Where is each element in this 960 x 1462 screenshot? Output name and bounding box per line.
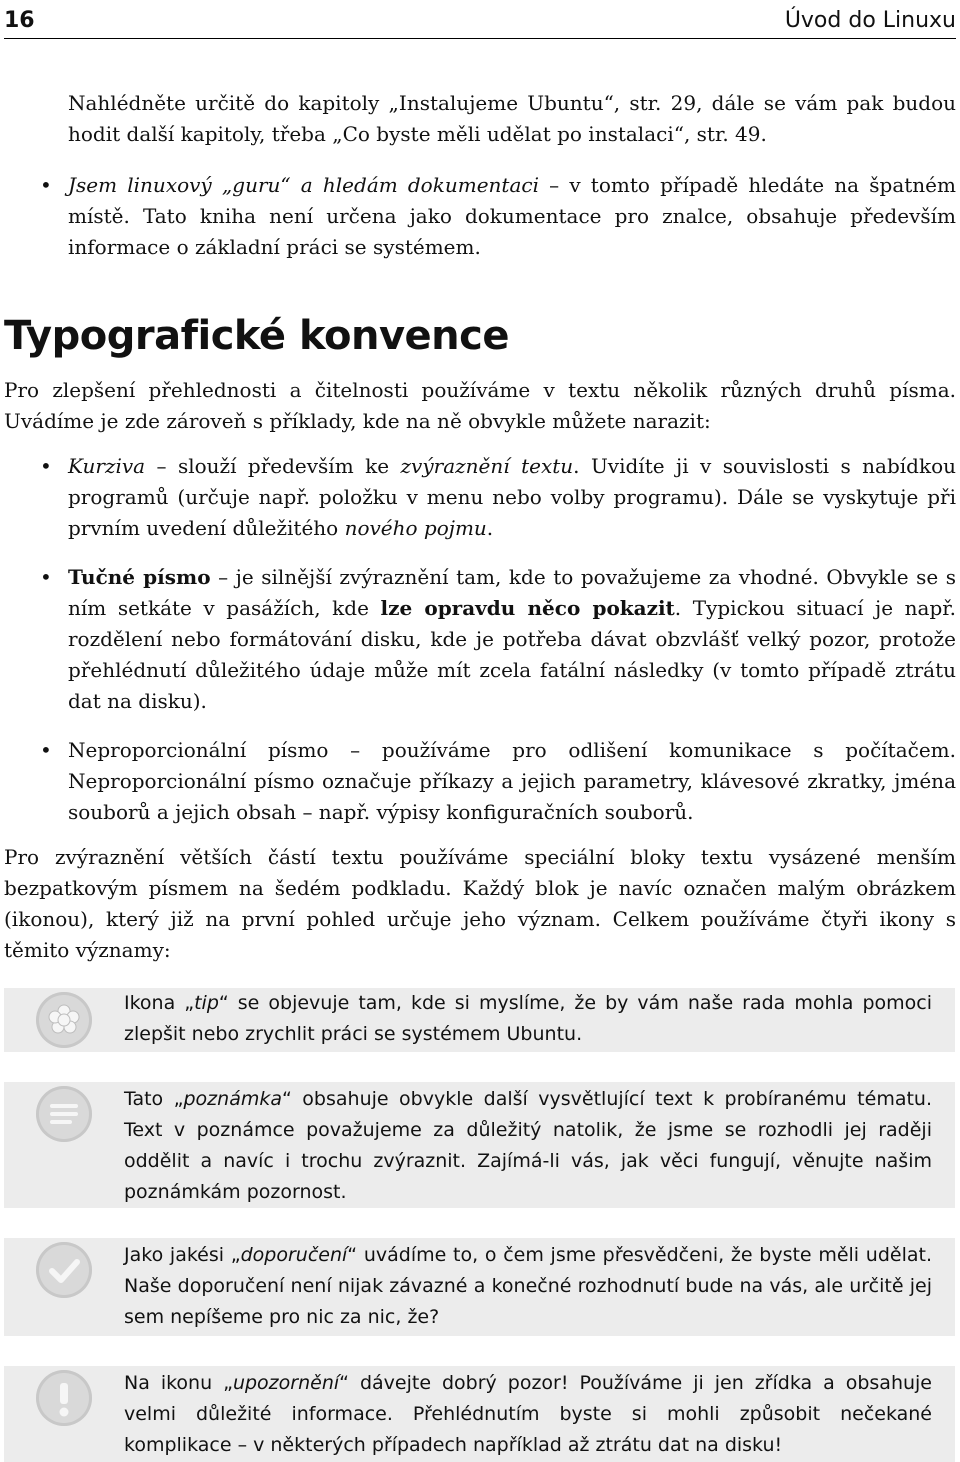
page-header <box>4 6 956 39</box>
running-title: Úvod do Linuxu <box>784 8 956 33</box>
bullet-dot: • <box>40 738 52 762</box>
note-box <box>4 1082 955 1208</box>
recommend-text: Jako jakési „doporučení“ uvádíme to, o čem jsme přesvědčeni, že byste měli udělat. Naše doporučení není nijak závazné a konečné rozhodnutí bude na vás, ale určitě jej sem nepíšeme pro nic za nic, že? <box>124 1244 932 1328</box>
checkmark-icon <box>36 1242 92 1298</box>
section-intro-paragraph: Pro zlepšení přehlednosti a čitelnosti používáme v textu několik různých druhů písma. Uvádíme je zde zároveň s příklady, kde na ně obvykle můžete narazit: <box>4 378 956 433</box>
bullet-dot: • <box>40 565 52 589</box>
tip-icon <box>36 992 92 1048</box>
intro-paragraph: Nahlédněte určitě do kapitoly „Instalujeme Ubuntu“, str. 29, dále se vám pak budou hodit další kapitoly, třeba „Co byste měli udělat po instalaci“, str. 49. <box>68 91 956 146</box>
tucne-bullet: Tučné písmo – je silnější zvýraznění tam, kde to považujeme za vhodné. Obvykle se s ním setkáte v pasážích, kde lze opravdu něco pokazit. Typickou situací je např. rozdělení nebo formátování disku, kde je potřeba dávat obzvlášť velký pozor, protože přehlédnutí důležitého údaje může mít zcela fatální následky (v tomto případě ztrátu dat na disku). <box>68 565 956 713</box>
bullet-dot: • <box>40 454 52 478</box>
warning-box <box>4 1366 955 1462</box>
section-title: Typografické konvence <box>4 313 509 359</box>
tip-text: Ikona „tip“ se objevuje tam, kde si myslíme, že by vám naše rada mohla pomoci zlepšit nebo zrychlit práci se systémem Ubuntu. <box>124 992 932 1045</box>
note-text: Tato „poznámka“ obsahuje obvykle další vysvětlující text k probíranému tématu. Text v poznámce považujeme za důležitý natolik, že jsme se rozhodli jej raději oddělit a navíc i trochu zvýraznit. Zajímá-li vás, jak věci fungují, věnujte našim poznámkám pozornost. <box>124 1088 932 1203</box>
neproporcionalni-bullet: Neproporcionální písmo – používáme pro odlišení komunikace s počítačem. Neproporcionální písmo označuje příkazy a jejich parametry, klávesové zkratky, jména souborů a jejich obsah – např. výpisy konfiguračních souborů. <box>68 738 956 824</box>
blocks-intro-paragraph: Pro zvýraznění větších částí textu používáme speciální bloky textu vysázené menším bezpatkovým písmem na šedém podkladu. Každý blok je navíc označen malým obrázkem (ikonou), který již na první pohled určuje jeho význam. Celkem používáme čtyři ikony s těmito významy: <box>4 845 956 962</box>
warning-text: Na ikonu „upozornění“ dávejte dobrý pozor! Používáme ji jen zřídka a obsahuje velmi důležité informace. Přehlédnutím byste si mohli způsobit nečekané komplikace – v některých případech například až ztrátu dat na disku! <box>124 1372 932 1456</box>
recommend-box <box>4 1238 955 1336</box>
bullet-dot: • <box>40 173 52 197</box>
exclamation-icon <box>36 1370 92 1426</box>
note-icon <box>36 1086 92 1142</box>
page-number: 16 <box>4 8 35 33</box>
tip-box <box>4 988 955 1052</box>
kurziva-bullet: Kurziva – slouží především ke zvýraznění textu. Uvidíte ji v souvislosti s nabídkou programů (určuje např. položku v menu nebo volby programu). Dále se vyskytuje při prvním uvedení důležitého nového pojmu. <box>68 454 956 540</box>
guru-bullet: Jsem linuxový „guru“ a hledám dokumentaci – v tomto případě hledáte na špatném místě. Tato kniha není určena jako dokumentace pro znalce, obsahuje především informace o základní práci se systémem. <box>68 173 956 259</box>
